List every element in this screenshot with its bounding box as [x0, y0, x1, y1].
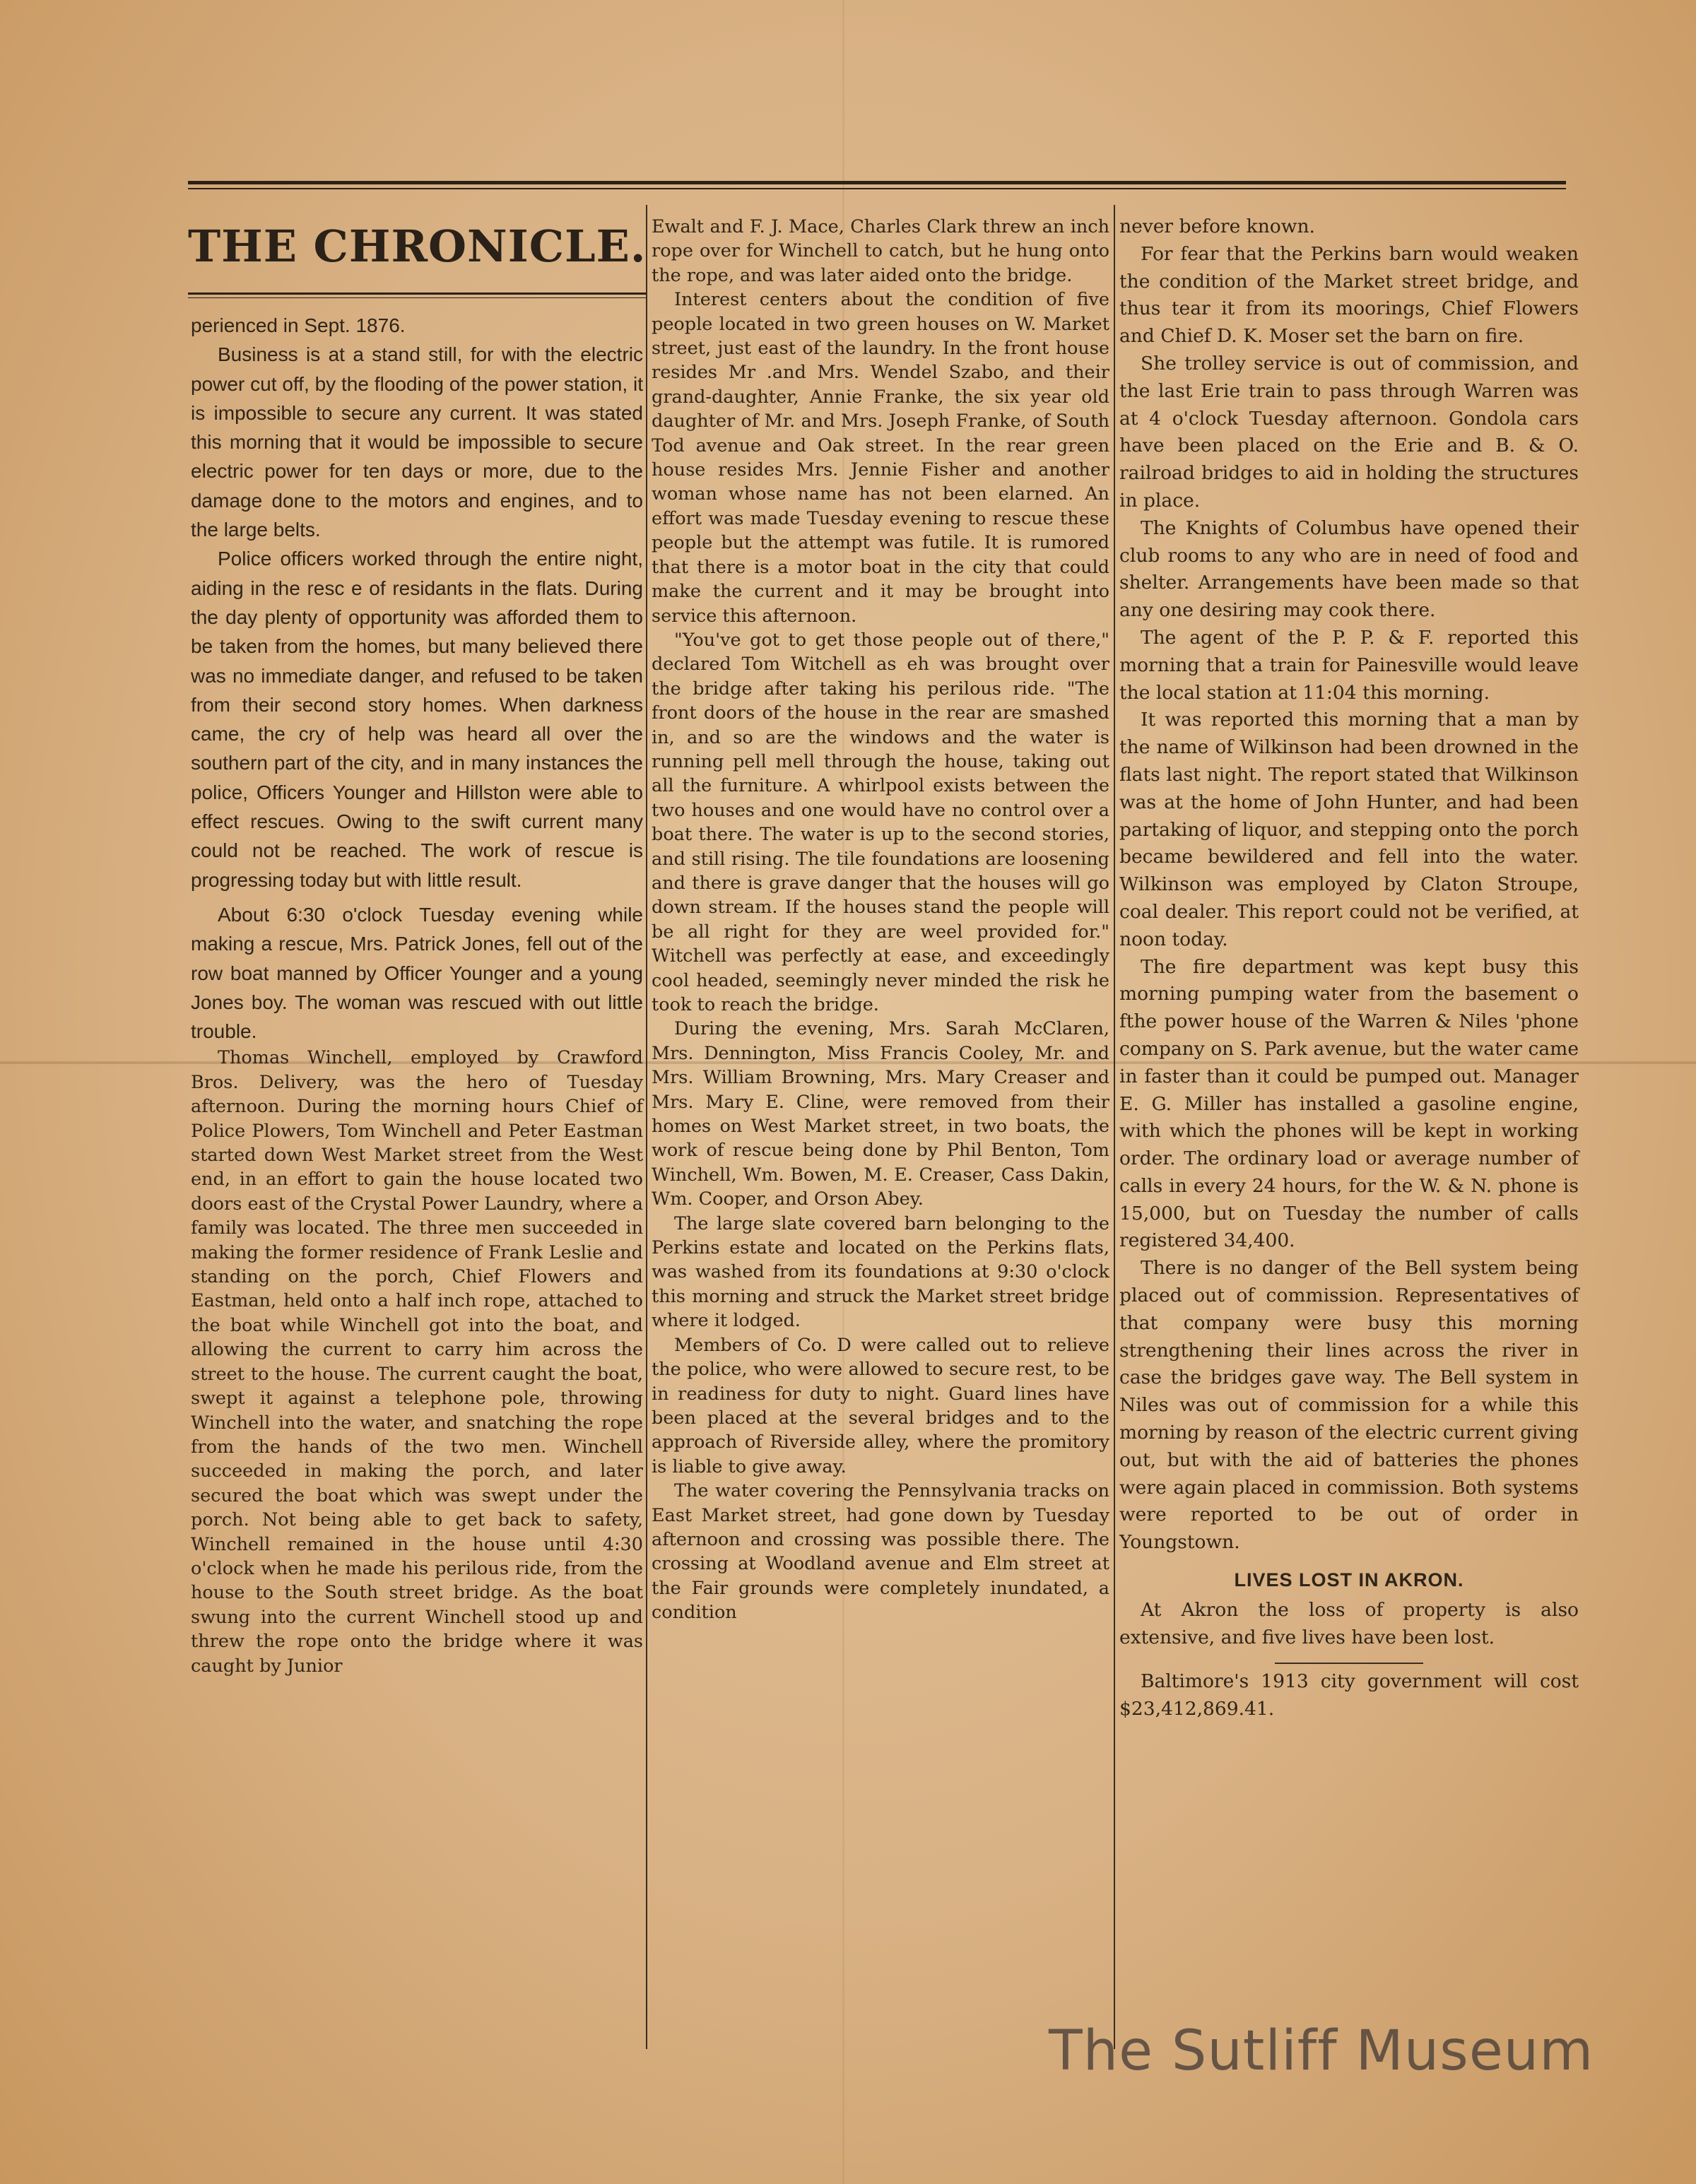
museum-watermark: The Sutliff Museum — [1049, 2019, 1594, 2083]
column-2-paragraph: The water covering the Pennsylvania tracks on East Market street, had gone down by Tuesday afternoon and crossing was possible there. The crossing at Woodland avenue and Elm street at the Fair grounds were completely inundated, a condition — [652, 1480, 1109, 1624]
top-rule — [188, 181, 1566, 184]
column-2-paragraph: Ewalt and F. J. Mace, Charles Clark threw an inch rope over for Winchell to catch, but he hung onto the rope, and was later aided onto the bridge. — [652, 216, 1109, 286]
akron-heading: LIVES LOST IN AKRON. — [1234, 1569, 1464, 1591]
column-3-paragraph: For fear that the Perkins barn would weaken the condition of the Market street bridge, and thus tear it from its moorings, Chief Flowers and Chief D. K. Moser set the barn on fire. — [1119, 242, 1579, 348]
column-3-paragraph: The fire department was kept busy this morning pumping water from the basement o fthe power house of the Warren & Niles 'phone company on S. Park avenue, but the water came in faster than it could be pumped out. Manager E. G. Miller has installed a gasoline engine, with which the phones will be kept in working order. The ordinary load or average number of calls in every 24 hours, for the W. & N. phone is 15,000, but on Tuesday the number of calls registered 34,400. — [1119, 955, 1579, 1252]
column-3 — [1119, 213, 1579, 1723]
column-2-paragraph: During the evening, Mrs. Sarah McClaren, Mrs. Dennington, Miss Francis Cooley, Mr. and Mrs. William Browning, Mrs. Mary Creaser and Mrs. Mary E. Cline, were removed from their homes on West Market street, in two boats, the work of rescue being done by Phil Benton, Tom Winchell, Wm. Bowen, M. E. Creaser, Cass Dakin, Wm. Cooper, and Orson Abey. — [652, 1018, 1109, 1210]
akron-paragraph: At Akron the loss of property is also extensive, and five lives have been lost. — [1119, 1598, 1579, 1648]
column-2-paragraph: Members of Co. D were called out to relieve the police, who were allowed to secure rest, to be in readiness for duty to night. Guard lines have been placed at the several bridges and to the approach of Riverside alley, where the promitory is liable to give away. — [652, 1334, 1109, 1477]
column-3-paragraph: The agent of the P. P. & F. reported this morning that a train for Painesville would leave the local station at 11:04 this morning. — [1119, 626, 1579, 704]
column-1-paragraph: About 6:30 o'clock Tuesday evening while making a rescue, Mrs. Patrick Jones, fell out of the row boat manned by Officer Younger and a young Jones boy. The woman was rescued with out little trouble. — [191, 903, 643, 1043]
column-3-paragraph: It was reported this morning that a man by the name of Wilkinson had been drowned in the flats last night. The report stated that Wilkinson was at the home of John Hunter, and had been partaking of liquor, and stepping onto the porch became bewildered and fell into the water. Wilkinson was employed by Claton Stroupe, coal dealer. This report could not be verified, at noon today. — [1119, 709, 1579, 950]
column-rule-1 — [646, 205, 647, 2049]
column-2-paragraph: "You've got to get those people out of there," declared Tom Witchell as eh was brought over the bridge after taking his perilous ride. "The front doors of the house in the rear are smashed in, and so are the windows and the water is running pell mell through the house, taking out all the furniture. A whirlpool exists between the two houses and one would have no control over a boat there. The water is up to the second stories, and still rising. The tile foundations are loosening and there is grave danger that the houses will go down stream. If the houses stand the people will be all right for they are weel provided for." Witchell was perfectly at ease, and exceedingly cool headed, seemingly never minded the risk he took to reach the bridge. — [652, 629, 1109, 1015]
column-1-paragraph: Business is at a stand still, for with the electric power cut off, by the flooding of the power station, it is impossible to secure any current. It was stated this morning that it would be impossible to secure electric power for ten days or more, due to the damage done to the motors and engines, and to the large belts. — [191, 343, 643, 541]
column-rule-2 — [1114, 205, 1115, 2049]
column-3-paragraph: The Knights of Columbus have opened their club rooms to any who are in need of food and shelter. Arrangements have been made so that any one desiring may cook there. — [1119, 517, 1579, 622]
top-rule-thin — [188, 188, 1566, 189]
baltimore-paragraph: Baltimore's 1913 city government will cost $23,412,869.41. — [1119, 1670, 1579, 1720]
masthead-title: THE CHRONICLE. — [188, 220, 647, 272]
column-1-paragraph: Police officers worked through the entire night, aiding in the resc e of residants in the flats. During the day plenty of opportunity was afforded them to be taken from the homes, but many believed there was no immediate danger, and refused to be taken from their second story homes. When darkness came, the cry of help was heard all over the southern part of the city, and in many instances the police, Officers Younger and Hillston were able to effect rescues. Owing to the swift current many could not be reached. The work of rescue is progressing today but with little result. — [191, 548, 643, 891]
column-1-paragraph: Thomas Winchell, employed by Crawford Bros. Delivery, was the hero of Tuesday afternoon. During the morning hours Chief of Police Plowers, Tom Winchell and Peter Eastman started down West Market street from the West end, in an effort to gain the house located two doors east of the Crystal Power Laundry, where a family was located. The three men succeeded in making the former residence of Frank Leslie and standing on the porch, Chief Flowers and Eastman, held onto a half inch rope, attached to the boat while Winchell got into the boat, and allowing the current to carry him across the street to the house. The current caught the boat, swept it against a telephone pole, throwing Winchell into the water, and snatching the rope from the hands of the two men. Winchell succeeded in making the porch, and later secured the boat which was swept under the porch. Not being able to get back to safety, Winchell remained in the house until 4:30 o'clock when he made his perilous ride, from the house to the South street bridge. As the boat swung into the current Winchell stood up and threw the rope onto the bridge where it was caught by Junior — [191, 1047, 643, 1677]
section-rule — [1275, 1663, 1423, 1664]
column-3-paragraph: never before known. — [1119, 216, 1315, 237]
column-3-paragraph: She trolley service is out of commission, and the last Erie train to pass through Warren was at 4 o'clock Tuesday afternoon. Gondola cars have been placed on the Erie and B. & O. railroad bridges to aid in holding the structures in place. — [1119, 352, 1579, 512]
column-1 — [191, 311, 643, 1678]
column-2-paragraph: Interest centers about the condition of five people located in two green houses on W. Market street, just east of the laundry. In the front house resides Mr .and Mrs. Wendel Szabo, and their grand-daughter, Annie Franke, the six year old daughter of Mr. and Mrs. Joseph Franke, of South Tod avenue and Oak street. In the rear green house resides Mrs. Jennie Fisher and another woman whose name has not been elarned. An effort was made Tuesday evening to rescue these people but the attempt was futile. It is rumored that there is a motor boat in the city that could make the current and it may be brought into service this afternoon. — [652, 289, 1109, 627]
column-1-paragraph: perienced in Sept. 1876. — [191, 314, 406, 336]
column-2 — [652, 215, 1109, 1625]
column-2-paragraph: The large slate covered barn belonging to the Perkins estate and located on the Perkins flats, was washed from its foundations at 9:30 o'clock this morning and struck the Market street bridge where it lodged. — [652, 1212, 1109, 1332]
masthead-rule-thin — [188, 297, 646, 298]
column-3-paragraph: There is no danger of the Bell system being placed out of commission. Representatives of that company were busy this morning strengthening their lines across the river in case the bridges gave way. The Bell system in Niles was out of commission for a while this morning by reason of the electric current giving out, but with the aid of batteries the phones were again placed in commission. Both systems were reported to be out of order in Youngstown. — [1119, 1257, 1579, 1554]
masthead-rule — [188, 293, 646, 295]
